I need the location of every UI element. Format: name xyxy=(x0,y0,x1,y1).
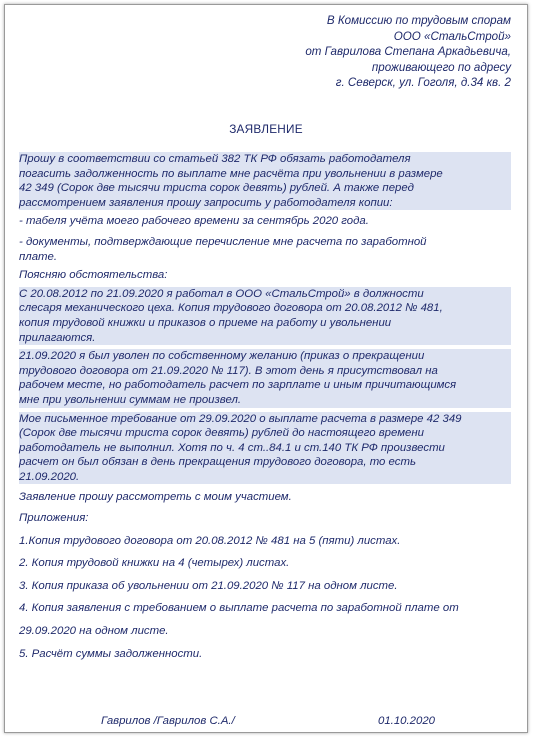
text-line: 42 349 (Сорок две тысячи триста сорок девять) рублей. А также перед xyxy=(19,182,414,195)
document-body xyxy=(19,152,511,661)
text-line: (Сорок две тысячи триста сорок девять) рублей до настоящего времени xyxy=(19,427,424,440)
document-title: ЗАЯВЛЕНИЕ xyxy=(229,122,303,136)
text-line: слесаря механического цеха. Копия трудового договора от 20.08.2012 № 481, xyxy=(19,302,443,315)
addressee-line: В Комиссию по трудовым спорам xyxy=(326,14,511,27)
addressee-line: г. Северск, ул. Гоголя, д.34 кв. 2 xyxy=(335,76,511,89)
circumstances-paragraph-1 xyxy=(19,287,511,345)
document-page xyxy=(4,4,528,733)
addressee-line: проживающего по адресу xyxy=(371,60,511,74)
request-paragraph xyxy=(19,152,511,210)
attachment-item: 4. Копия заявления с требованием о выплате расчета по заработной плате от xyxy=(19,602,459,615)
attachments-list xyxy=(19,534,511,662)
text-line: С 20.08.2012 по 21.09.2020 я работал в ООО «СтальСтрой» в должности xyxy=(19,287,424,300)
text-line: 21.09.2020. xyxy=(19,470,80,483)
signature-date: 01.10.2020 xyxy=(377,715,435,727)
attachment-item: 2. Копия трудовой книжки на 4 (четырех) листах. xyxy=(19,557,290,570)
participation-line: Заявление прошу рассмотреть с моим участием. xyxy=(19,491,292,504)
text-line: рабочем месте, но работодатель расчет по зарплате и иным причитающимся xyxy=(19,379,457,392)
attachment-item: 5. Расчёт суммы задолженности. xyxy=(19,647,203,660)
text-line: Мое письменное требование от 29.09.2020 о выплате расчета в размере 42 349 xyxy=(19,412,462,425)
text-line: трудового договора от 21.09.2020 № 117). В этот день я присутствовал на xyxy=(19,364,438,377)
attachment-item: 29.09.2020 на одном листе. xyxy=(19,625,169,638)
copy-item: - табеля учёта моего рабочего времени за сентябрь 2020 года. xyxy=(19,215,369,228)
text-line: работодатель не выполнил. Хотя по ч. 4 ст..84.1 и ст.140 ТК РФ произвести xyxy=(19,441,445,454)
copy-item: плате. xyxy=(19,250,58,263)
text-line: мне при увольнении суммам не произвел. xyxy=(19,393,242,406)
addressee-line: от Гаврилова Степана Аркадьевича, xyxy=(305,45,511,58)
signature: Гаврилов /Гаврилов С.А./ xyxy=(101,715,235,727)
text-line: 21.09.2020 я был уволен по собственному желанию (приказ о прекращении xyxy=(19,350,425,363)
attachment-item: 3. Копия приказа об увольнении от 21.09.2020 № 117 на одном листе. xyxy=(19,579,398,592)
text-line: расчет он был обязан в день прекращения трудового договора, то есть xyxy=(19,456,416,469)
text-line: копия трудовой книжки и приказов о приеме на работу и увольнении xyxy=(19,316,392,329)
text-line: прилагаются. xyxy=(19,331,96,344)
circumstances-paragraph-3 xyxy=(19,412,511,485)
text-line: погасить задолженность по выплате мне расчёта при увольнении в размере xyxy=(19,167,443,180)
text-line: Прошу в соответствии со статьей 382 ТК РФ обязать работодателя xyxy=(19,153,411,165)
explain-heading: Поясняю обстоятельства: xyxy=(19,269,168,282)
circumstances-paragraph-2 xyxy=(19,349,511,407)
text-line: рассмотрением заявления прошу запросить у работодателя копии: xyxy=(19,196,393,209)
copy-item: - документы, подтверждающие перечисление мне расчета по заработной xyxy=(19,235,427,248)
addressee-line: ООО «СтальСтрой» xyxy=(393,29,511,43)
addressee-block xyxy=(305,13,511,91)
attachments-heading: Приложения: xyxy=(19,512,89,525)
attachment-item: 1.Копия трудового договора от 20.08.2012 № 481 на 5 (пяти) листах. xyxy=(19,534,401,547)
